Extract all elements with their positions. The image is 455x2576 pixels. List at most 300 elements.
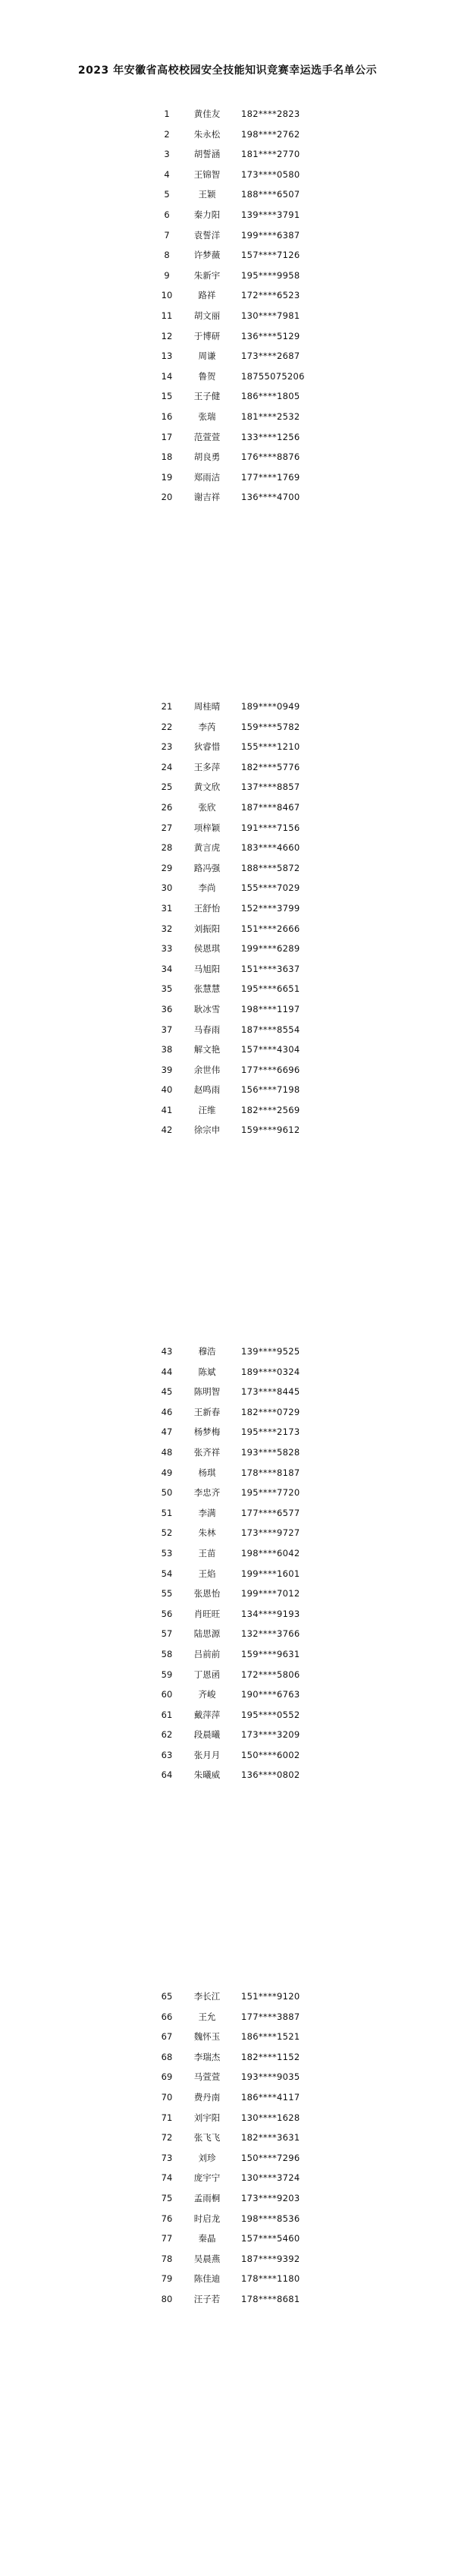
entry-name: 陆思源 <box>193 1628 221 1640</box>
entry-name: 狄睿惜 <box>193 741 221 753</box>
entry-name: 谢吉祥 <box>193 492 221 503</box>
entry-number: 35 <box>161 983 173 995</box>
entry-number: 25 <box>161 782 173 793</box>
entry-name: 魏怀玉 <box>193 2031 221 2043</box>
entry-number: 40 <box>161 1084 173 1096</box>
entry-phone: 156****7198 <box>241 1084 300 1096</box>
entry-phone: 133****1256 <box>241 431 300 442</box>
entry-number: 47 <box>161 1426 173 1438</box>
entry-name: 王多萍 <box>193 761 221 772</box>
list-item <box>0 366 455 387</box>
list-item <box>0 737 455 757</box>
list-item <box>0 1684 455 1705</box>
list-item <box>0 697 455 717</box>
entry-number: 42 <box>161 1124 173 1136</box>
list-item <box>0 1543 455 1564</box>
entry-number: 68 <box>161 2051 173 2062</box>
entry-phone: 198****2762 <box>241 128 300 140</box>
entry-number: 59 <box>161 1669 173 1680</box>
entry-name: 朱曦威 <box>193 1769 221 1781</box>
entry-name: 路冯强 <box>193 862 221 873</box>
entry-phone: 182****3631 <box>241 2132 300 2144</box>
entry-number: 21 <box>161 701 173 712</box>
list-item <box>0 1483 455 1503</box>
entry-phone: 152****3799 <box>241 902 300 914</box>
entry-name: 于博研 <box>193 330 221 341</box>
list-item <box>0 326 455 347</box>
entry-name: 朱新宇 <box>193 269 221 281</box>
entry-phone: 173****8445 <box>241 1386 300 1398</box>
entry-number: 54 <box>161 1568 173 1579</box>
entry-name: 王允 <box>198 2011 216 2022</box>
list-item <box>0 165 455 185</box>
entry-name: 项梓颖 <box>193 822 221 833</box>
entry-phone: 191****7156 <box>241 822 300 833</box>
list-item <box>0 1341 455 1362</box>
entry-number: 72 <box>161 2132 173 2144</box>
list-item <box>0 959 455 980</box>
list-item <box>0 1705 455 1725</box>
entry-phone: 139****9525 <box>241 1346 300 1357</box>
entry-phone: 132****3766 <box>241 1628 300 1640</box>
entry-phone: 182****0729 <box>241 1406 300 1417</box>
list-item <box>0 1624 455 1644</box>
entry-name: 穆浩 <box>198 1346 216 1357</box>
entry-number: 13 <box>161 351 173 362</box>
entry-number: 11 <box>161 310 173 321</box>
list-item <box>0 858 455 879</box>
entry-number: 51 <box>161 1507 173 1518</box>
entry-number: 18 <box>161 451 173 463</box>
entry-name: 陈明智 <box>193 1386 221 1398</box>
entry-name: 马春雨 <box>193 1024 221 1035</box>
entry-phone: 150****6002 <box>241 1749 300 1760</box>
list-item <box>0 1503 455 1524</box>
entry-name: 范萱萱 <box>193 431 221 442</box>
list-item <box>0 1402 455 1423</box>
entry-phone: 151****2666 <box>241 923 300 934</box>
entry-number: 76 <box>161 2213 173 2224</box>
list-item <box>0 2027 455 2047</box>
list-item <box>0 1422 455 1442</box>
list-item <box>0 979 455 999</box>
entry-name: 胡文丽 <box>193 310 221 321</box>
entry-name: 汪子若 <box>193 2293 221 2304</box>
list-item <box>0 939 455 959</box>
list-item <box>0 1745 455 1766</box>
entry-phone: 172****6523 <box>241 290 300 301</box>
list-item <box>0 225 455 246</box>
entry-name: 肖旺旺 <box>193 1608 221 1619</box>
entry-number: 32 <box>161 923 173 934</box>
entry-name: 孟雨桐 <box>193 2192 221 2203</box>
list-item <box>0 447 455 467</box>
entry-number: 6 <box>164 209 170 220</box>
entry-number: 52 <box>161 1527 173 1539</box>
entry-number: 9 <box>164 269 170 281</box>
entry-name: 胡誓涵 <box>193 149 221 160</box>
list-item <box>0 898 455 919</box>
entry-name: 庞宇宁 <box>193 2172 221 2184</box>
entry-number: 57 <box>161 1628 173 1640</box>
list-item <box>0 306 455 326</box>
entry-name: 赵鸣雨 <box>193 1084 221 1096</box>
entry-phone: 182****1152 <box>241 2051 300 2062</box>
list-item <box>0 124 455 145</box>
list-item <box>0 2269 455 2289</box>
entry-name: 李瑞杰 <box>193 2051 221 2062</box>
entry-phone: 178****1180 <box>241 2273 300 2285</box>
entry-number: 69 <box>161 2071 173 2083</box>
list-item <box>0 1584 455 1604</box>
entry-number: 73 <box>161 2152 173 2163</box>
entry-number: 78 <box>161 2253 173 2264</box>
list-item <box>0 1442 455 1463</box>
entry-number: 31 <box>161 902 173 914</box>
list-item <box>0 818 455 838</box>
list-item <box>0 407 455 427</box>
list-item <box>0 1765 455 1785</box>
entry-number: 38 <box>161 1044 173 1055</box>
entry-name: 陈佳迪 <box>193 2273 221 2285</box>
entry-number: 71 <box>161 2112 173 2123</box>
entry-number: 62 <box>161 1729 173 1741</box>
list-item <box>0 205 455 225</box>
entry-name: 朱永松 <box>193 128 221 140</box>
entry-name: 汪维 <box>198 1104 216 1115</box>
list-item <box>0 1060 455 1080</box>
entry-name: 王苗 <box>198 1547 216 1558</box>
list-item <box>0 245 455 266</box>
entry-phone: 177****1769 <box>241 471 300 483</box>
entry-number: 28 <box>161 842 173 854</box>
list-item <box>0 266 455 286</box>
entry-phone: 198****8536 <box>241 2213 300 2224</box>
list-item <box>0 1986 455 2007</box>
entry-phone: 193****5828 <box>241 1446 300 1458</box>
entry-phone: 177****3887 <box>241 2011 300 2022</box>
entry-phone: 159****5782 <box>241 721 300 732</box>
list-item <box>0 1463 455 1483</box>
entry-phone: 176****8876 <box>241 451 300 463</box>
entry-number: 8 <box>164 250 170 261</box>
entry-name: 郑雨洁 <box>193 471 221 483</box>
entry-name: 周谦 <box>198 351 216 362</box>
list-item <box>0 838 455 858</box>
list-item <box>0 1725 455 1745</box>
entry-number: 41 <box>161 1104 173 1115</box>
list-item <box>0 2209 455 2229</box>
entry-number: 56 <box>161 1608 173 1619</box>
entry-name: 张月月 <box>193 1749 221 1760</box>
entry-number: 46 <box>161 1406 173 1417</box>
entry-name: 耿冰雪 <box>193 1003 221 1014</box>
list-item <box>0 104 455 124</box>
entry-name: 鲁贺 <box>198 370 216 382</box>
list-item <box>0 386 455 407</box>
entry-name: 李芮 <box>198 721 216 732</box>
entry-number: 3 <box>164 149 170 160</box>
list-item <box>0 487 455 508</box>
entry-phone: 150****7296 <box>241 2152 300 2163</box>
entry-number: 24 <box>161 761 173 772</box>
list-item <box>0 2047 455 2068</box>
entry-phone: 189****0949 <box>241 701 300 712</box>
list-item <box>0 2289 455 2310</box>
entry-phone: 18755075206 <box>241 370 305 382</box>
entry-name: 秦力阳 <box>193 209 221 220</box>
entry-phone: 139****3791 <box>241 209 300 220</box>
entry-phone: 173****9203 <box>241 2192 300 2203</box>
entry-phone: 130****1628 <box>241 2112 300 2123</box>
entry-number: 53 <box>161 1547 173 1558</box>
entry-number: 1 <box>164 109 170 119</box>
entry-name: 丁恩函 <box>193 1669 221 1680</box>
entry-phone: 186****1521 <box>241 2031 300 2043</box>
entry-name: 张齐祥 <box>193 1446 221 1458</box>
entry-phone: 182****2823 <box>241 109 300 119</box>
entry-number: 30 <box>161 882 173 894</box>
entry-phone: 198****6042 <box>241 1547 300 1558</box>
entry-name: 袁誓洋 <box>193 229 221 241</box>
entry-phone: 177****6696 <box>241 1064 300 1075</box>
entry-name: 周桂晴 <box>193 701 221 712</box>
entry-phone: 199****6289 <box>241 943 300 955</box>
entry-number: 37 <box>161 1024 173 1035</box>
entry-name: 时启龙 <box>193 2213 221 2224</box>
entry-phone: 130****3724 <box>241 2172 300 2184</box>
list-item <box>0 1362 455 1382</box>
entry-number: 44 <box>161 1366 173 1377</box>
entry-name: 吴晨燕 <box>193 2253 221 2264</box>
entry-name: 王舒怡 <box>193 902 221 914</box>
entry-name: 张飞飞 <box>193 2132 221 2144</box>
entry-name: 黄佳友 <box>193 109 221 119</box>
entry-number: 79 <box>161 2273 173 2285</box>
list-item <box>0 1523 455 1543</box>
entry-phone: 178****8187 <box>241 1467 300 1478</box>
list-item <box>0 2148 455 2169</box>
list-item <box>0 1665 455 1685</box>
entry-number: 63 <box>161 1749 173 1760</box>
list-item <box>0 2067 455 2087</box>
entry-name: 张慧慧 <box>193 983 221 995</box>
entry-phone: 181****2532 <box>241 410 300 422</box>
entry-name: 刘珍 <box>198 2152 216 2163</box>
entry-phone: 155****7029 <box>241 882 300 894</box>
entry-name: 戴萍萍 <box>193 1709 221 1720</box>
list-item <box>0 1120 455 1140</box>
entry-number: 33 <box>161 943 173 955</box>
entry-phone: 187****8467 <box>241 801 300 813</box>
entry-phone: 137****8857 <box>241 782 300 793</box>
entry-phone: 195****9958 <box>241 269 300 281</box>
entry-phone: 177****6577 <box>241 1507 300 1518</box>
entry-phone: 182****2569 <box>241 1104 300 1115</box>
list-item <box>0 1040 455 1060</box>
entry-phone: 195****7720 <box>241 1487 300 1499</box>
list-item <box>0 1100 455 1121</box>
entry-number: 7 <box>164 229 170 241</box>
entry-name: 吕前前 <box>193 1648 221 1659</box>
list-item <box>0 919 455 939</box>
list-item <box>0 346 455 366</box>
entry-name: 胡良勇 <box>193 451 221 463</box>
list-item <box>0 1020 455 1040</box>
entry-phone: 136****0802 <box>241 1769 300 1781</box>
entry-number: 43 <box>161 1346 173 1357</box>
entry-number: 20 <box>161 492 173 503</box>
list-item <box>0 2188 455 2209</box>
entry-phone: 178****8681 <box>241 2293 300 2304</box>
entry-name: 张恩怡 <box>193 1588 221 1599</box>
entry-phone: 195****0552 <box>241 1709 300 1720</box>
list-item <box>0 1564 455 1584</box>
list-item <box>0 797 455 818</box>
list-item <box>0 777 455 797</box>
entry-name: 朱林 <box>198 1527 216 1539</box>
entry-phone: 195****2173 <box>241 1426 300 1438</box>
entry-number: 65 <box>161 1991 173 2002</box>
entry-number: 15 <box>161 391 173 402</box>
entry-number: 55 <box>161 1588 173 1599</box>
list-item <box>0 467 455 488</box>
entry-name: 王新春 <box>193 1406 221 1417</box>
entry-name: 刘振阳 <box>193 923 221 934</box>
entry-phone: 159****9612 <box>241 1124 300 1136</box>
entry-phone: 134****9193 <box>241 1608 300 1619</box>
entry-phone: 187****9392 <box>241 2253 300 2264</box>
entry-name: 王锦智 <box>193 168 221 180</box>
entry-name: 李忠齐 <box>193 1487 221 1499</box>
entry-name: 路祥 <box>198 290 216 301</box>
entry-number: 60 <box>161 1689 173 1700</box>
winner-list-page-3 <box>0 1341 455 1785</box>
entry-number: 26 <box>161 801 173 813</box>
entry-name: 王焰 <box>198 1568 216 1579</box>
entry-phone: 199****1601 <box>241 1568 300 1579</box>
entry-phone: 182****5776 <box>241 761 300 772</box>
entry-name: 黄文欣 <box>193 782 221 793</box>
entry-phone: 155****1210 <box>241 741 300 753</box>
entry-name: 徐宗申 <box>193 1124 221 1136</box>
entry-phone: 173****0580 <box>241 168 300 180</box>
entry-name: 马萱萱 <box>193 2071 221 2083</box>
entry-number: 14 <box>161 370 173 382</box>
entry-number: 29 <box>161 862 173 873</box>
list-item <box>0 2228 455 2249</box>
list-item <box>0 1604 455 1625</box>
list-item <box>0 2128 455 2148</box>
winner-list-page-2 <box>0 697 455 1140</box>
entry-number: 45 <box>161 1386 173 1398</box>
list-item <box>0 2007 455 2027</box>
entry-number: 10 <box>161 290 173 301</box>
entry-phone: 188****5872 <box>241 862 300 873</box>
list-item <box>0 878 455 898</box>
list-item <box>0 1382 455 1402</box>
entry-name: 黄言虎 <box>193 842 221 854</box>
entry-number: 77 <box>161 2233 173 2244</box>
entry-phone: 157****7126 <box>241 250 300 261</box>
entry-number: 2 <box>164 128 170 140</box>
entry-phone: 188****6507 <box>241 189 300 200</box>
entry-name: 李长江 <box>193 1991 221 2002</box>
entry-name: 秦晶 <box>198 2233 216 2244</box>
entry-phone: 159****9631 <box>241 1648 300 1659</box>
entry-name: 王子健 <box>193 391 221 402</box>
entry-name: 王颖 <box>198 189 216 200</box>
entry-phone: 186****4117 <box>241 2091 300 2103</box>
entry-name: 杨梦梅 <box>193 1426 221 1438</box>
list-item <box>0 184 455 205</box>
entry-phone: 151****3637 <box>241 963 300 974</box>
winner-list-page-1 <box>0 104 455 508</box>
entry-number: 67 <box>161 2031 173 2043</box>
entry-number: 34 <box>161 963 173 974</box>
entry-phone: 173****2687 <box>241 351 300 362</box>
entry-number: 12 <box>161 330 173 341</box>
entry-number: 50 <box>161 1487 173 1499</box>
list-item <box>0 2168 455 2188</box>
entry-phone: 173****3209 <box>241 1729 300 1741</box>
entry-name: 余世伟 <box>193 1064 221 1075</box>
list-item <box>0 2108 455 2128</box>
entry-phone: 199****7012 <box>241 1588 300 1599</box>
entry-number: 61 <box>161 1709 173 1720</box>
entry-number: 16 <box>161 410 173 422</box>
entry-number: 19 <box>161 471 173 483</box>
entry-phone: 189****0324 <box>241 1366 300 1377</box>
list-item <box>0 999 455 1020</box>
entry-name: 陈斌 <box>198 1366 216 1377</box>
entry-phone: 187****8554 <box>241 1024 300 1035</box>
entry-number: 70 <box>161 2091 173 2103</box>
entry-name: 费丹南 <box>193 2091 221 2103</box>
list-item <box>0 144 455 165</box>
entry-number: 49 <box>161 1467 173 1478</box>
entry-number: 80 <box>161 2293 173 2304</box>
entry-name: 解文艳 <box>193 1044 221 1055</box>
entry-name: 张欣 <box>198 801 216 813</box>
entry-phone: 136****4700 <box>241 492 300 503</box>
entry-number: 4 <box>164 168 170 180</box>
entry-number: 17 <box>161 431 173 442</box>
entry-phone: 186****1805 <box>241 391 300 402</box>
entry-number: 64 <box>161 1769 173 1781</box>
entry-number: 5 <box>164 189 170 200</box>
entry-number: 48 <box>161 1446 173 1458</box>
entry-phone: 151****9120 <box>241 1991 300 2002</box>
entry-phone: 198****1197 <box>241 1003 300 1014</box>
list-item <box>0 285 455 306</box>
entry-phone: 190****6763 <box>241 1689 300 1700</box>
entry-phone: 183****4660 <box>241 842 300 854</box>
entry-name: 许梦薇 <box>193 250 221 261</box>
entry-name: 刘宇阳 <box>193 2112 221 2123</box>
entry-phone: 157****5460 <box>241 2233 300 2244</box>
entry-phone: 157****4304 <box>241 1044 300 1055</box>
entry-phone: 199****6387 <box>241 229 300 241</box>
entry-phone: 181****2770 <box>241 149 300 160</box>
entry-name: 李满 <box>198 1507 216 1518</box>
entry-number: 36 <box>161 1003 173 1014</box>
entry-phone: 130****7981 <box>241 310 300 321</box>
list-item <box>0 427 455 448</box>
entry-phone: 195****6651 <box>241 983 300 995</box>
entry-number: 23 <box>161 741 173 753</box>
entry-phone: 193****9035 <box>241 2071 300 2083</box>
